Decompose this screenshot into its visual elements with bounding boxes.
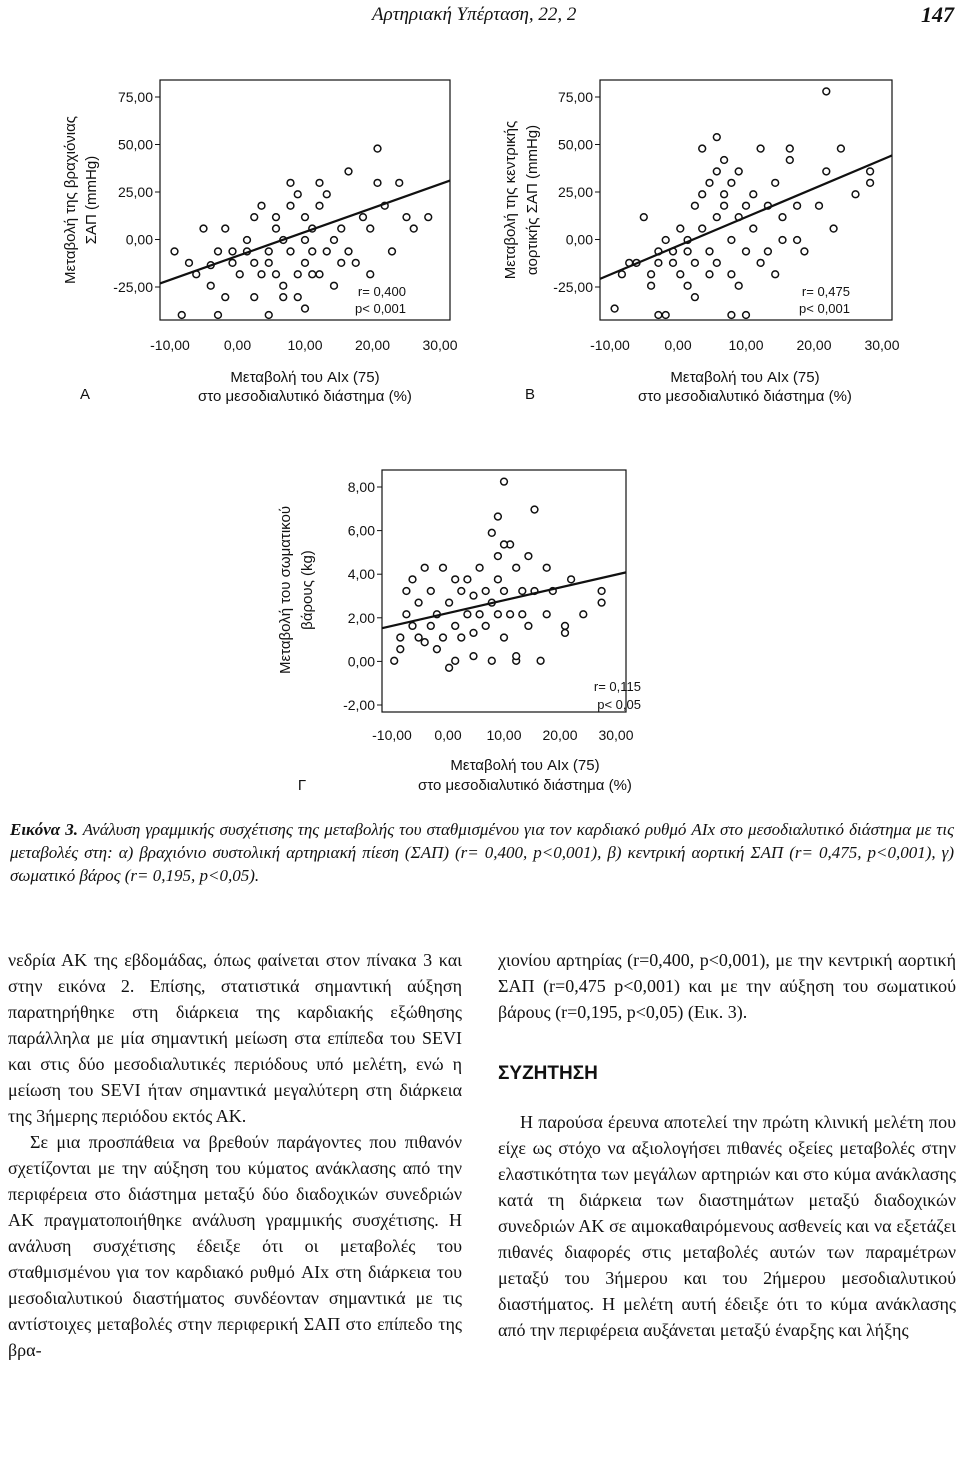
data-point (677, 271, 684, 278)
data-point (757, 145, 764, 152)
data-point (409, 623, 416, 630)
data-point (446, 664, 453, 671)
plot-frame (160, 80, 450, 320)
data-point (374, 179, 381, 186)
data-point (640, 214, 647, 221)
x-axis-label: Μεταβολή του AIx (75) (670, 369, 820, 386)
data-point (513, 564, 520, 571)
data-point (728, 179, 735, 186)
data-point (287, 248, 294, 255)
stat-r: r= 0,115 (593, 679, 641, 694)
data-point (692, 294, 699, 301)
x-tick-label: 30,00 (864, 337, 900, 353)
data-point (229, 259, 236, 266)
data-point (316, 179, 323, 186)
data-point (294, 271, 301, 278)
data-point (425, 214, 432, 221)
data-point (794, 237, 801, 244)
data-point (823, 168, 830, 175)
data-point (302, 237, 309, 244)
data-point (374, 145, 381, 152)
data-point (713, 214, 720, 221)
data-point (867, 168, 874, 175)
section-heading: ΣΥΖΗΤΗΣΗ (498, 1063, 598, 1084)
y-tick-label: 8,00 (347, 479, 375, 495)
data-point (215, 312, 222, 319)
data-point (323, 248, 330, 255)
caption-text: Ανάλυση γραμμικής συσχέτισης της μεταβολής του σταθμισμένου για τον καρδιακό ρυθμό AIx στο μεσοδιαλυτικό διάστημα με τις μεταβολές στη: α) βραχιόνιο συστολική αρτηριακή πίεση (ΣΑΠ) (r= 0,400, p<0,001), β) κεντρική αορτική ΣΑΠ (r= 0,475, p<0,001), γ) σωματικό βάρος (r= 0,195, p<0,05). (10, 820, 954, 885)
data-point (543, 564, 550, 571)
stat-r: r= 0,400 (357, 284, 406, 299)
data-point (611, 305, 618, 312)
data-point (728, 312, 735, 319)
x-tick-label: 30,00 (598, 727, 634, 743)
data-point (743, 248, 750, 255)
x-tick-label: 20,00 (542, 727, 578, 743)
stat-p: p< 0,001 (355, 301, 406, 316)
data-point (265, 259, 272, 266)
data-point (236, 271, 243, 278)
panel-label: A (79, 386, 91, 403)
x-tick-label: 20,00 (796, 337, 832, 353)
data-point (476, 564, 483, 571)
data-point (488, 529, 495, 536)
data-point (779, 237, 786, 244)
data-point (403, 588, 410, 595)
data-point (619, 271, 626, 278)
data-point (598, 599, 605, 606)
y-tick-label: 50,00 (557, 136, 593, 153)
y-tick-label: 0,00 (347, 653, 375, 670)
data-point (222, 294, 229, 301)
data-point (452, 623, 459, 630)
data-point (352, 259, 359, 266)
data-point (482, 623, 489, 630)
data-point (867, 179, 874, 186)
data-point (323, 191, 330, 198)
data-point (648, 271, 655, 278)
data-point (309, 248, 316, 255)
data-point (452, 657, 459, 664)
data-point (519, 611, 526, 618)
y-axis-label: Μεταβολή της βραχιόνιας (62, 115, 79, 285)
panel-label: B (524, 386, 536, 403)
journal-header: Αρτηριακή Υπέρταση, 22, 2 (372, 4, 577, 25)
data-point (396, 179, 403, 186)
x-axis-label: στο μεσοδιαλυτικό διάστημα (%) (638, 388, 852, 405)
data-point (721, 202, 728, 209)
data-point (513, 653, 520, 660)
y-tick-label: 75,00 (117, 89, 153, 105)
data-point (501, 634, 508, 641)
data-point (427, 588, 434, 595)
data-point (345, 248, 352, 255)
data-point (482, 588, 489, 595)
data-point (531, 506, 538, 513)
data-point (713, 259, 720, 266)
body-paragraph: χιονίου αρτηρίας (r=0,400, p<0,001), με την κεντρική αορτική ΣΑΠ (r=0,475 p<0,001) και με την αύξηση του σωματικού βάρους (r=0,195, p<0,05) (Εικ. 3). (498, 950, 956, 1022)
data-point (692, 259, 699, 266)
data-point (200, 225, 207, 232)
y-tick-label: 25,00 (557, 184, 593, 200)
y-axis-label: Μεταβολή της κεντρικής (502, 120, 519, 280)
data-point (495, 553, 502, 560)
data-point (699, 225, 706, 232)
data-point (265, 248, 272, 255)
data-point (410, 225, 417, 232)
x-axis-label: στο μεσοδιαλυτικό διάστημα (%) (198, 388, 412, 405)
data-point (207, 282, 214, 289)
x-tick-label: 30,00 (422, 337, 458, 353)
data-point (495, 513, 502, 520)
data-point (273, 225, 280, 232)
y-tick-label: 2,00 (347, 609, 375, 626)
x-tick-label: 10,00 (728, 337, 764, 353)
y-tick-label: -25,00 (553, 279, 593, 295)
data-point (655, 312, 662, 319)
data-point (757, 259, 764, 266)
x-axis-label: Μεταβολή του AIx (75) (450, 757, 600, 774)
data-point (294, 294, 301, 301)
data-point (750, 191, 757, 198)
y-tick-label: 6,00 (347, 522, 375, 539)
data-point (464, 611, 471, 618)
x-tick-label: 20,00 (354, 337, 391, 353)
data-point (713, 168, 720, 175)
data-point (397, 646, 404, 653)
y-tick-label: 0,00 (125, 231, 153, 248)
data-point (302, 305, 309, 312)
x-tick-label: -10,00 (372, 727, 412, 743)
data-point (458, 588, 465, 595)
y-tick-label: -25,00 (113, 279, 153, 295)
data-point (495, 611, 502, 618)
data-point (713, 134, 720, 141)
data-point (215, 248, 222, 255)
scatter-panel-a (62, 80, 458, 405)
data-point (446, 599, 453, 606)
x-axis-label: στο μεσοδιαλυτικό διάστημα (%) (418, 777, 632, 794)
data-point (728, 237, 735, 244)
body-right-column (498, 947, 956, 1343)
body-paragraph: νεδρία ΑΚ της εβδομάδας, όπως φαίνεται στον πίνακα 3 και στην εικόνα 2. Επίσης, στατιστικά σημαντική αύξηση παρατηρήθηκε στη διάρκεια της καρδιακής εξώθησης παράλληλα με μία σημαντική μείωση στα επίπεδα του SEVI και στις δύο μεσοδιαλυτικές περιόδους υπό μελέτη, ενώ η μείωση του SEVI ήταν σημαντικά μεγαλύτερη στη διάρκεια της 3ήμερης περιόδου εκτός ΑΚ. (8, 950, 462, 1126)
data-point (458, 634, 465, 641)
data-point (415, 634, 422, 641)
data-point (331, 282, 338, 289)
data-point (823, 88, 830, 95)
data-point (772, 179, 779, 186)
data-point (421, 639, 428, 646)
data-point (525, 623, 532, 630)
data-point (779, 214, 786, 221)
data-point (662, 312, 669, 319)
data-point (186, 259, 193, 266)
data-point (427, 623, 434, 630)
data-point (316, 271, 323, 278)
data-point (452, 576, 459, 583)
y-tick-label: 4,00 (347, 566, 375, 583)
data-point (743, 312, 750, 319)
data-point (684, 248, 691, 255)
data-point (706, 248, 713, 255)
data-point (403, 611, 410, 618)
data-point (838, 145, 845, 152)
data-point (360, 214, 367, 221)
data-point (699, 145, 706, 152)
data-point (251, 259, 258, 266)
data-point (251, 214, 258, 221)
data-point (470, 592, 477, 599)
data-point (852, 191, 859, 198)
figure-caption (10, 818, 954, 887)
data-point (684, 282, 691, 289)
data-point (331, 237, 338, 244)
data-point (316, 202, 323, 209)
data-point (598, 588, 605, 595)
data-point (273, 271, 280, 278)
data-point (721, 157, 728, 164)
data-point (662, 237, 669, 244)
y-tick-label: 0,00 (565, 231, 593, 248)
caption-label: Εικόνα 3. (10, 820, 78, 839)
data-point (525, 553, 532, 560)
data-point (495, 576, 502, 583)
data-point (543, 611, 550, 618)
body-paragraph: Η παρούσα έρευνα αποτελεί την πρώτη κλινική μελέτη που είχε ως στόχο να αξιολογήσει πιθανές οξείες μεταβολές στην ελαστικότητα των μεγάλων αρτηριών και στο κύμα ανάκλασης κατά τη διάρκεια των διαστημάτων μεταξύ διαδοχικών συνεδριών ΑΚ σε αιμοκαθαιρόμενους ασθενείς και να εξετάζει πιθανές διαφορές στις μεταβολές αυτών των παραμέτρων μεταξύ του 3ήμερου και του 2ήμερου μεσοδιαλυτικού διαστήματος. Η μελέτη αυτή έδειξε ότι το κύμα ανάκλασης από την περιφέρεια αυξάνεται μεταξύ έναρξης και λήξης (498, 1112, 956, 1340)
y-axis-label: βάρους (kg) (299, 550, 316, 630)
data-point (721, 191, 728, 198)
data-point (251, 294, 258, 301)
data-point (670, 259, 677, 266)
page-number: 147 (921, 2, 954, 27)
data-point (728, 271, 735, 278)
data-point (501, 588, 508, 595)
panel-label: Γ (297, 777, 307, 794)
data-point (706, 179, 713, 186)
data-point (692, 202, 699, 209)
data-point (171, 248, 178, 255)
data-point (302, 259, 309, 266)
scatter-panel-b (502, 80, 900, 405)
data-point (743, 202, 750, 209)
data-point (338, 225, 345, 232)
data-point (415, 599, 422, 606)
data-point (258, 271, 265, 278)
data-point (178, 312, 185, 319)
data-point (265, 312, 272, 319)
data-point (562, 629, 569, 636)
data-point (421, 564, 428, 571)
body-left-column (8, 947, 462, 1363)
data-point (772, 271, 779, 278)
y-tick-label: -2,00 (343, 697, 375, 713)
x-tick-label: 10,00 (287, 337, 323, 353)
stat-r: r= 0,475 (801, 284, 850, 299)
data-point (706, 271, 713, 278)
data-point (794, 202, 801, 209)
stat-p: p< 0,05 (597, 697, 641, 712)
data-point (677, 225, 684, 232)
data-point (655, 259, 662, 266)
data-point (397, 634, 404, 641)
data-point (562, 623, 569, 630)
data-point (568, 576, 575, 583)
y-tick-label: 25,00 (117, 184, 153, 200)
data-point (786, 145, 793, 152)
data-point (287, 202, 294, 209)
data-point (537, 657, 544, 664)
data-point (470, 653, 477, 660)
x-tick-label: 0,00 (664, 337, 692, 353)
data-point (280, 294, 287, 301)
y-tick-label: 50,00 (117, 136, 153, 153)
data-point (345, 168, 352, 175)
data-point (750, 225, 757, 232)
y-tick-label: 75,00 (557, 89, 593, 105)
body-paragraph: Σε μια προσπάθεια να βρεθούν παράγοντες που πιθανόν σχετίζονται με την αύξηση του κύματος ανάκλασης από την περιφέρεια στο διάστημα μεταξύ δύο διαδοχικών συνεδριών ΑΚ πραγματοποιήθηκε ανάλυση γραμμικής συσχέτισης. Η ανάλυση συσχέτισης έδειξε ότι οι μεταβολές του σταθμισμένου για τον καρδιακό ρυθμό AIx στη διάρκεια του μεσοδιαλυτικού διαστήματος συνδέονταν σημαντικά με τις αντίστοιχες μεταβολές στην περιφερική ΣΑΠ στο επίπεδο της βρα- (8, 1132, 462, 1360)
data-point (287, 179, 294, 186)
data-point (273, 214, 280, 221)
data-point (367, 225, 374, 232)
data-point (244, 237, 251, 244)
data-point (391, 657, 398, 664)
data-point (309, 271, 316, 278)
data-point (302, 214, 309, 221)
stat-p: p< 0,001 (799, 301, 850, 316)
data-point (409, 576, 416, 583)
data-point (507, 611, 514, 618)
data-point (816, 202, 823, 209)
data-point (440, 634, 447, 641)
x-tick-label: -10,00 (590, 337, 630, 353)
data-point (280, 282, 287, 289)
data-point (470, 629, 477, 636)
data-point (222, 225, 229, 232)
data-point (389, 248, 396, 255)
scatter-panel-c (277, 470, 641, 794)
data-point (367, 271, 374, 278)
x-tick-label: 0,00 (223, 337, 252, 353)
data-point (735, 282, 742, 289)
y-axis-label: ΣΑΠ (mmHg) (83, 155, 100, 245)
data-point (464, 576, 471, 583)
x-tick-label: -10,00 (150, 337, 190, 353)
data-point (476, 611, 483, 618)
data-point (735, 168, 742, 175)
data-point (648, 282, 655, 289)
data-point (229, 248, 236, 255)
data-point (434, 646, 441, 653)
data-point (830, 225, 837, 232)
y-axis-label: αορτικής ΣΑΠ (mmHg) (524, 124, 541, 276)
data-point (786, 157, 793, 164)
data-point (801, 248, 808, 255)
data-point (403, 214, 410, 221)
data-point (338, 259, 345, 266)
data-point (501, 478, 508, 485)
data-point (699, 191, 706, 198)
data-point (440, 564, 447, 571)
data-point (519, 588, 526, 595)
data-point (488, 657, 495, 664)
x-tick-label: 0,00 (434, 727, 462, 743)
x-tick-label: 10,00 (486, 727, 522, 743)
y-axis-label: Μεταβολή του σωματικού (277, 505, 294, 675)
data-point (501, 541, 508, 548)
data-point (258, 202, 265, 209)
x-axis-label: Μεταβολή του AIx (75) (230, 369, 380, 386)
data-point (765, 248, 772, 255)
data-point (294, 191, 301, 198)
data-point (580, 611, 587, 618)
